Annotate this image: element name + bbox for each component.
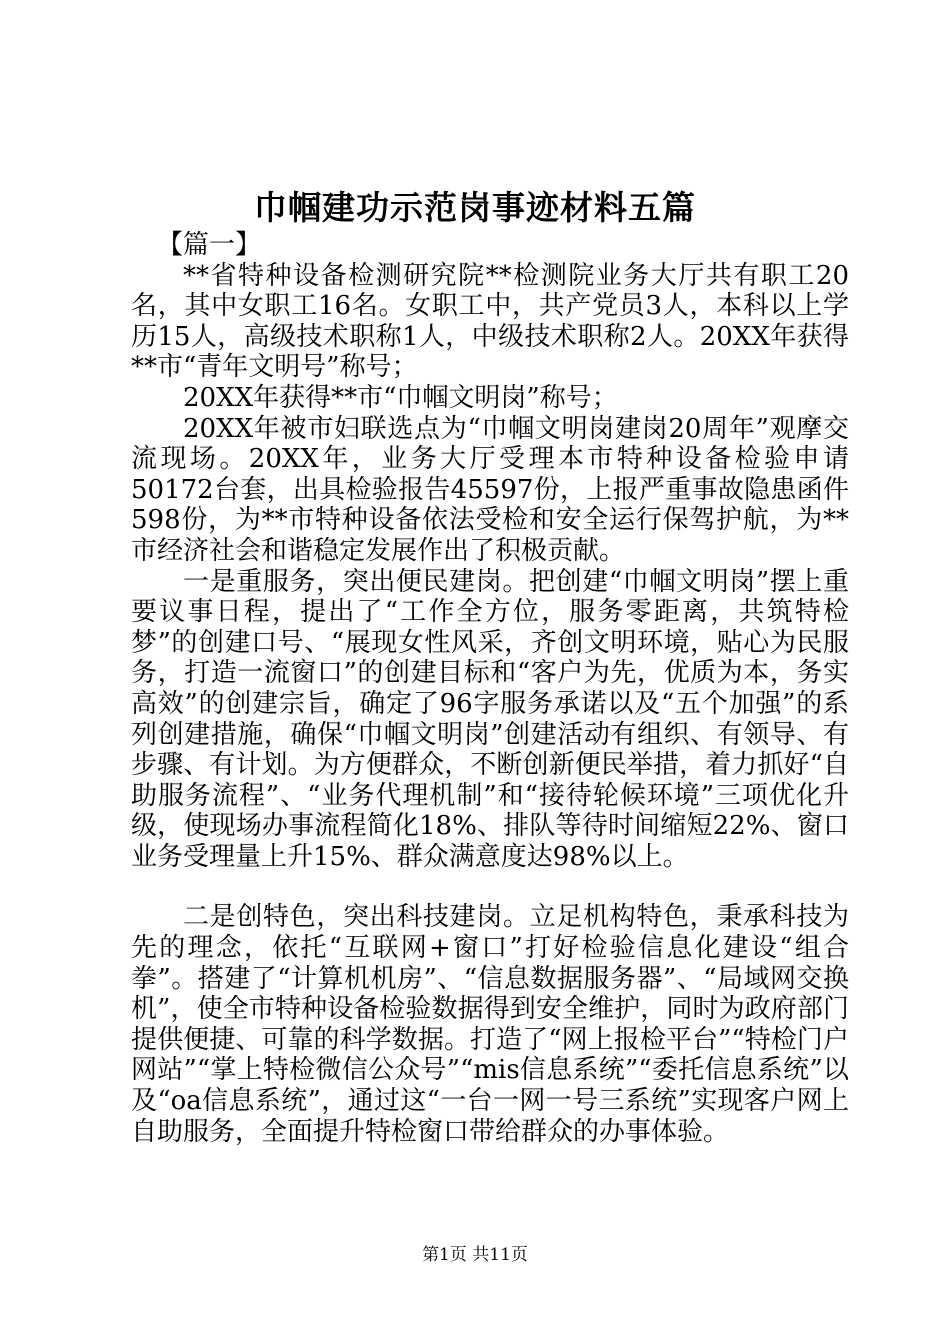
paragraph: **省特种设备检测研究院**检测院业务大厅共有职工20名，其中女职工16名。女职工中，共产党员3人，本科以上学历15人，高级技术职称1人，中级技术职称2人。20XX年获得**市“青年文明号”称号； xyxy=(131,260,849,383)
document-body xyxy=(131,230,849,1147)
paragraph: 20XX年获得**市“巾帼文明岗”称号； xyxy=(183,382,618,413)
paragraph: 一是重服务，突出便民建岗。把创建“巾帼文明岗”摆上重要议事日程，提出了“工作全方位，服务零距离，共筑特检梦”的创建口号、“展现女性风采，齐创文明环境，贴心为民服务，打造一流窗口”的创建目标和“客户为先，优质为本，务实高效”的创建宗旨，确定了96字服务承诺以及“五个加强”的系列创建措施，确保“巾帼文明岗”创建活动有组织、有领导、有步骤、有计划。为方便群众，不断创新便民举措，着力抓好“自助服务流程”、“业务代理机制”和“接待轮候环境”三项优化升级，使现场办事流程简化18%、排队等待时间缩短22%、窗口业务受理量上升15%、群众满意度达98%以上。 xyxy=(131,566,849,872)
paragraph: 二是创特色，突出科技建岗。立足机构特色，秉承科技为先的理念，依托“互联网+窗口”打好检验信息化建设“组合拳”。搭建了“计算机机房”、“信息数据服务器”、“局域网交换机”，使全市特种设备检验数据得到安全维护，同时为政府部门提供便捷、可靠的科学数据。打造了“网上报检平台”“特检门户网站”“掌上特检微信公众号”“mis信息系统”“委托信息系统”以及“oa信息系统”，通过这“一台一网一号三系统”实现客户网上自助服务，全面提升特检窗口带给群众的办事体验。 xyxy=(131,902,849,1147)
section-label: 【篇一】 xyxy=(157,230,262,260)
page-footer: 第1页 共11页 xyxy=(422,1245,528,1265)
paragraph: 20XX年被市妇联选点为“巾帼文明岗建岗20周年”观摩交流现场。20XX年，业务大厅受理本市特种设备检验申请50172台套，出具检验报告45597份，上报严重事故隐患函件598份，为**市特种设备依法受检和安全运行保驾护航，为**市经济社会和谐稳定发展作出了积极贡献。 xyxy=(131,413,849,566)
page-title: 巾帼建功示范岗事迹材料五篇 xyxy=(254,188,696,227)
